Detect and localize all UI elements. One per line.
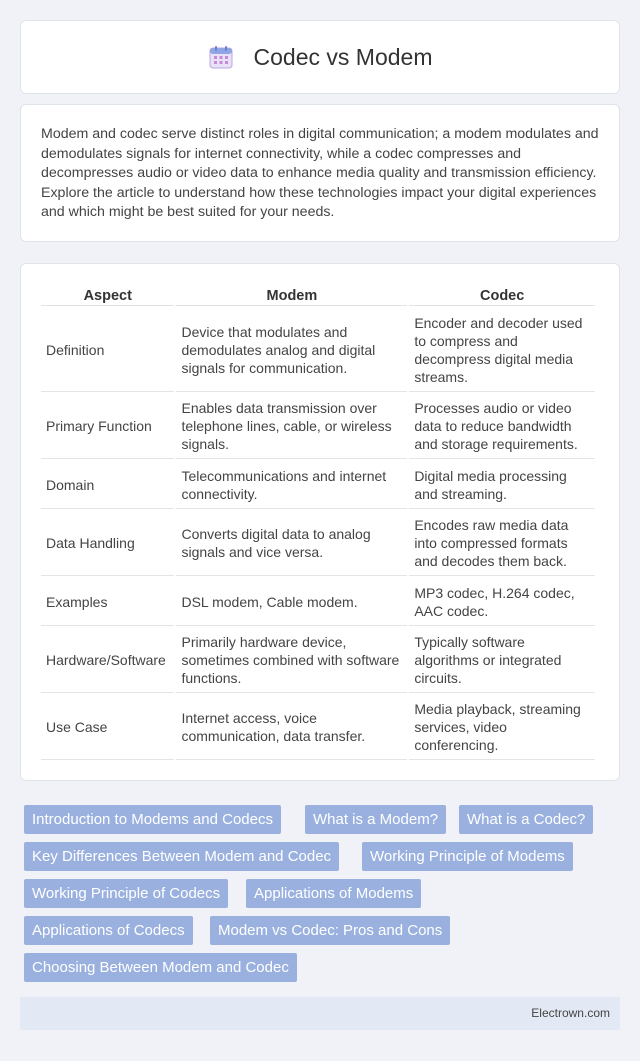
header-card <box>20 20 620 94</box>
cell-codec: Media playback, streaming services, video conferencing. <box>409 695 595 760</box>
footer-site-link[interactable]: Electrown.com <box>531 1006 610 1020</box>
header-codec: Codec <box>409 284 595 306</box>
comparison-table <box>39 282 597 762</box>
cell-codec: Encoder and decoder used to compress and decompress digital media streams. <box>409 308 595 392</box>
tag-link[interactable]: What is a Codec? <box>459 805 593 834</box>
table-header-row <box>41 284 595 306</box>
header-modem: Modem <box>176 284 407 306</box>
cell-modem: Device that modulates and demodulates analog and digital signals for communication. <box>176 308 407 392</box>
header-aspect: Aspect <box>41 284 174 306</box>
page-title: Codec vs Modem <box>253 43 433 70</box>
tag-link[interactable]: Applications of Modems <box>246 879 421 908</box>
tag-link[interactable]: What is a Modem? <box>305 805 446 834</box>
cell-aspect: Primary Function <box>41 394 174 459</box>
cell-codec: Processes audio or video data to reduce bandwidth and storage requirements. <box>409 394 595 459</box>
calendar-icon <box>208 44 234 70</box>
cell-codec: Typically software algorithms or integrated circuits. <box>409 628 595 693</box>
tag-link[interactable]: Working Principle of Modems <box>362 842 573 871</box>
intro-card <box>20 104 620 242</box>
cell-modem: DSL modem, Cable modem. <box>176 578 407 626</box>
tag-link[interactable]: Modem vs Codec: Pros and Cons <box>210 916 450 945</box>
table-row <box>41 628 595 693</box>
cell-aspect: Use Case <box>41 695 174 760</box>
table-row <box>41 695 595 760</box>
comparison-table-card <box>20 263 620 781</box>
cell-codec: MP3 codec, H.264 codec, AAC codec. <box>409 578 595 626</box>
cell-modem: Telecommunications and internet connectivity. <box>176 461 407 509</box>
cell-modem: Internet access, voice communication, data transfer. <box>176 695 407 760</box>
cell-modem: Primarily hardware device, sometimes combined with software functions. <box>176 628 407 693</box>
intro-text: Modem and codec serve distinct roles in digital communication; a modem modulates and demodulates signals for internet connectivity, while a codec compresses and decompresses audio or video data to enhance media quality and transmission efficiency. Explore the article to understand how these technologies impact your digital experiences and which might be best suited for your needs. <box>41 126 599 221</box>
cell-codec: Digital media processing and streaming. <box>409 461 595 509</box>
table-row <box>41 461 595 509</box>
table-row <box>41 394 595 459</box>
cell-modem: Converts digital data to analog signals and vice versa. <box>176 511 407 576</box>
cell-aspect: Examples <box>41 578 174 626</box>
tag-link[interactable]: Introduction to Modems and Codecs <box>24 805 281 834</box>
cell-aspect: Domain <box>41 461 174 509</box>
table-row <box>41 308 595 392</box>
cell-aspect: Definition <box>41 308 174 392</box>
cell-aspect: Data Handling <box>41 511 174 576</box>
cell-modem: Enables data transmission over telephone lines, cable, or wireless signals. <box>176 394 407 459</box>
cell-aspect: Hardware/Software <box>41 628 174 693</box>
table-row <box>41 578 595 626</box>
tag-link[interactable]: Working Principle of Codecs <box>24 879 228 908</box>
tag-link[interactable]: Applications of Codecs <box>24 916 193 945</box>
table-row <box>41 511 595 576</box>
tag-link[interactable]: Choosing Between Modem and Codec <box>24 953 297 982</box>
footer <box>20 997 620 1030</box>
tag-link[interactable]: Key Differences Between Modem and Codec <box>24 842 339 871</box>
cell-codec: Encodes raw media data into compressed formats and decodes them back. <box>409 511 595 576</box>
